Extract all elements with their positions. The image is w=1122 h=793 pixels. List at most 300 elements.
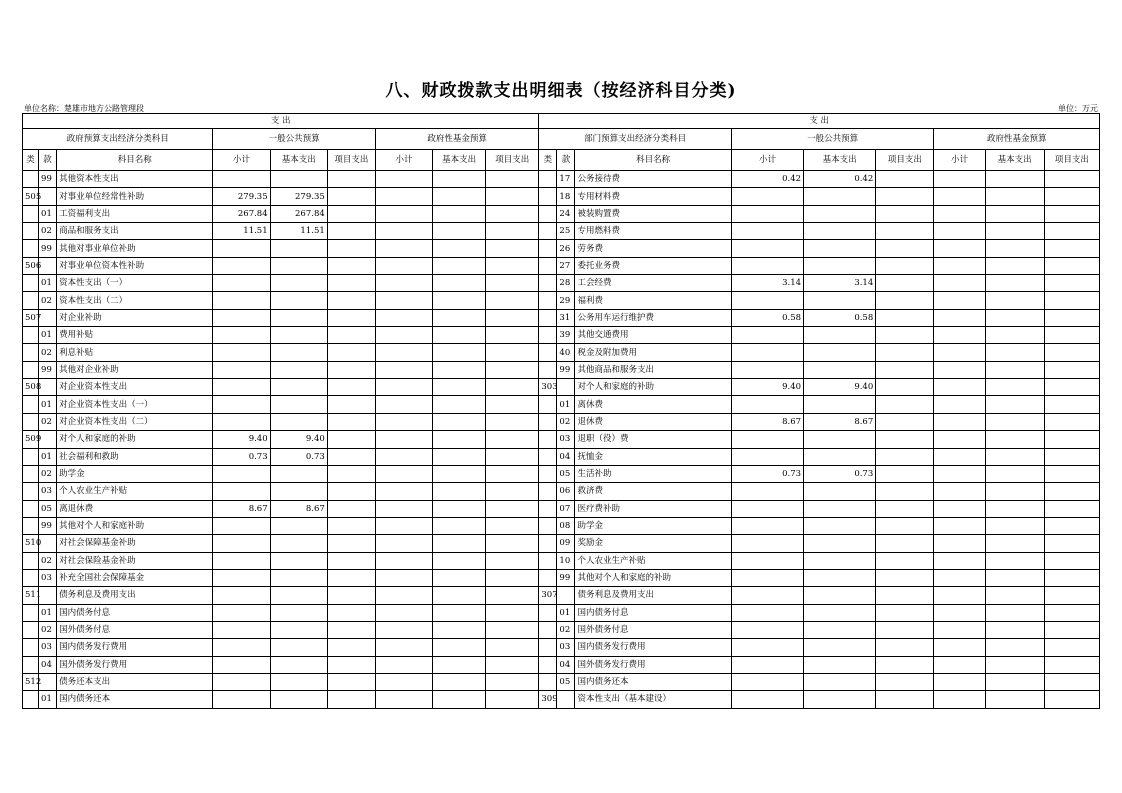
right-general-subtotal-cell [731, 292, 803, 309]
left-fund-subtotal-cell [375, 448, 432, 465]
left-fund-basic-cell [433, 205, 486, 222]
left-kuan-cell: 02 [39, 552, 57, 569]
left-subject-name-cell: 工资福利支出 [57, 205, 213, 222]
left-general-subtotal-cell [213, 569, 270, 586]
left-general-project-cell [327, 517, 375, 534]
right-general-basic-cell [804, 569, 876, 586]
right-fund-subtotal-cell [934, 396, 985, 413]
left-fund-project-cell [486, 517, 539, 534]
right-general-subtotal-cell [731, 604, 803, 621]
right-subject-name-cell: 抚恤金 [575, 448, 731, 465]
right-kuan-cell: 08 [557, 517, 575, 534]
unit-name: 单位名称：楚雄市地方公路管理段 [24, 104, 144, 113]
left-fund-project-cell [486, 205, 539, 222]
left-general-basic-cell [270, 552, 327, 569]
right-general-subtotal-cell [731, 240, 803, 257]
left-general-basic-cell [270, 639, 327, 656]
left-kuan-cell: 03 [39, 639, 57, 656]
left-subject-name-cell: 国外债务发行费用 [57, 656, 213, 673]
right-kuan-cell: 25 [557, 223, 575, 240]
right-subject-name-cell: 工会经费 [575, 275, 731, 292]
right-fund-basic-cell [985, 465, 1044, 482]
left-lei-cell: 508 [23, 379, 39, 396]
right-kuan-cell: 09 [557, 535, 575, 552]
right-kuan-cell: 01 [557, 604, 575, 621]
left-general-subtotal-cell [213, 465, 270, 482]
left-fund-subtotal-cell [375, 379, 432, 396]
left-kuan-cell: 99 [39, 171, 57, 188]
left-general-project-cell [327, 569, 375, 586]
right-fund-project-cell [1044, 379, 1099, 396]
right-general-basic-cell [804, 621, 876, 638]
left-fund-subtotal-cell [375, 292, 432, 309]
left-fund-basic-cell [433, 327, 486, 344]
right-fund-basic-cell [985, 257, 1044, 274]
table-row [23, 240, 1100, 257]
left-general-project-cell [327, 257, 375, 274]
left-general-project-cell [327, 691, 375, 708]
right-general-project-cell [876, 257, 934, 274]
right-fund-subtotal-cell [934, 673, 985, 690]
left-fund-subtotal-cell [375, 500, 432, 517]
right-fund-project-cell [1044, 344, 1099, 361]
left-fund-project-cell [486, 292, 539, 309]
right-subject-name-cell: 国外债务发行费用 [575, 656, 731, 673]
left-lei-cell [23, 604, 39, 621]
right-fund-subtotal-cell [934, 500, 985, 517]
unit-label: 单位：万元 [1058, 104, 1098, 113]
right-fund-basic-cell [985, 483, 1044, 500]
right-lei-cell [539, 500, 557, 517]
left-fund-subtotal-cell [375, 223, 432, 240]
left-fund-basic-cell [433, 535, 486, 552]
left-fund-basic-cell [433, 188, 486, 205]
left-fund-basic-cell [433, 223, 486, 240]
right-lei-cell [539, 569, 557, 586]
left-lei-cell [23, 483, 39, 500]
left-lei-cell: 511 [23, 587, 39, 604]
left-subject-name-cell: 其他资本性支出 [57, 171, 213, 188]
table-row [23, 309, 1100, 326]
left-lei-cell [23, 396, 39, 413]
right-fund-project-cell [1044, 309, 1099, 326]
table-row [23, 535, 1100, 552]
table-row [23, 431, 1100, 448]
right-lei-cell [539, 309, 557, 326]
left-general-project-cell [327, 396, 375, 413]
right-general-basic-cell: 0.42 [804, 171, 876, 188]
right-general-project-cell [876, 465, 934, 482]
right-general-basic-cell: 3.14 [804, 275, 876, 292]
right-fund-basic-cell [985, 552, 1044, 569]
table-row [23, 413, 1100, 430]
left-general-project-cell [327, 344, 375, 361]
left-fund-project-cell [486, 188, 539, 205]
col-kuan: 款 [39, 150, 57, 171]
left-general-basic-cell [270, 517, 327, 534]
table-row [23, 639, 1100, 656]
left-subject-name-cell: 离退休费 [57, 500, 213, 517]
right-subject-name-cell: 专用燃料费 [575, 223, 731, 240]
right-kuan-cell: 02 [557, 413, 575, 430]
left-fund-subtotal-cell [375, 257, 432, 274]
right-fund-subtotal-cell [934, 171, 985, 188]
right-kuan-cell: 99 [557, 569, 575, 586]
left-fund-basic-cell [433, 673, 486, 690]
left-general-subtotal-cell [213, 517, 270, 534]
left-fund-project-cell [486, 327, 539, 344]
right-fund-subtotal-cell [934, 188, 985, 205]
table-row [23, 257, 1100, 274]
left-kuan-cell [39, 379, 57, 396]
col-subject-name: 科目名称 [57, 150, 213, 171]
right-general-project-cell [876, 379, 934, 396]
left-general-project-cell [327, 361, 375, 378]
left-general-project-cell [327, 483, 375, 500]
left-lei-cell: 506 [23, 257, 39, 274]
right-general-subtotal-cell [731, 396, 803, 413]
left-fund-project-cell [486, 673, 539, 690]
right-general-basic-cell [804, 448, 876, 465]
right-fund-project-cell [1044, 500, 1099, 517]
right-general-subtotal-cell [731, 621, 803, 638]
left-kuan-cell [39, 673, 57, 690]
right-general-project-cell [876, 569, 934, 586]
left-lei-cell [23, 327, 39, 344]
right-lei-cell [539, 344, 557, 361]
col-subtotal: 小计 [213, 150, 270, 171]
table-row [23, 587, 1100, 604]
left-fund-project-cell [486, 483, 539, 500]
right-fund-subtotal-cell [934, 483, 985, 500]
col-project: 项目支出 [486, 150, 539, 171]
left-fund-basic-cell [433, 379, 486, 396]
right-kuan-cell: 99 [557, 361, 575, 378]
right-general-project-cell [876, 639, 934, 656]
right-fund-project-cell [1044, 431, 1099, 448]
left-lei-cell [23, 621, 39, 638]
right-kuan-cell: 10 [557, 552, 575, 569]
left-lei-cell [23, 465, 39, 482]
right-general-basic-cell [804, 396, 876, 413]
left-lei-cell [23, 517, 39, 534]
right-fund-project-cell [1044, 535, 1099, 552]
left-general-project-cell [327, 500, 375, 517]
left-fund-basic-cell [433, 569, 486, 586]
right-fund-project-cell [1044, 448, 1099, 465]
table-row [23, 448, 1100, 465]
right-general-basic-cell: 9.40 [804, 379, 876, 396]
right-kuan-cell: 07 [557, 500, 575, 517]
left-fund-subtotal-cell [375, 344, 432, 361]
left-kuan-cell [39, 257, 57, 274]
left-fund-subtotal-cell [375, 569, 432, 586]
left-subject-name-cell: 补充全国社会保障基金 [57, 569, 213, 586]
left-general-subtotal-cell: 11.51 [213, 223, 270, 240]
right-fund-project-cell [1044, 673, 1099, 690]
right-fund-basic-cell [985, 431, 1044, 448]
left-lei-cell [23, 413, 39, 430]
right-general-subtotal-cell [731, 552, 803, 569]
right-general-project-cell [876, 275, 934, 292]
left-general-basic-cell [270, 292, 327, 309]
right-subject-name-cell: 国内债务还本 [575, 673, 731, 690]
right-general-basic-cell: 0.58 [804, 309, 876, 326]
right-kuan-cell: 05 [557, 465, 575, 482]
left-fund-subtotal-cell [375, 535, 432, 552]
left-fund-basic-cell [433, 500, 486, 517]
right-general-project-cell [876, 448, 934, 465]
right-fund-basic-cell [985, 205, 1044, 222]
right-fund-project-cell [1044, 205, 1099, 222]
left-general-subtotal-cell [213, 483, 270, 500]
right-fund-project-cell [1044, 275, 1099, 292]
right-fund-basic-cell [985, 379, 1044, 396]
right-fund-basic-cell [985, 673, 1044, 690]
right-fund-subtotal-cell [934, 361, 985, 378]
left-general-basic-cell [270, 344, 327, 361]
left-fund-project-cell [486, 396, 539, 413]
right-general-basic-cell [804, 517, 876, 534]
left-fund-subtotal-cell [375, 171, 432, 188]
left-fund-project-cell [486, 621, 539, 638]
left-general-basic-cell [270, 656, 327, 673]
left-general-project-cell [327, 639, 375, 656]
right-fund-basic-cell [985, 621, 1044, 638]
left-lei-cell [23, 292, 39, 309]
left-general-basic-cell [270, 587, 327, 604]
expenditure-table [22, 113, 1100, 709]
right-subject-name-cell: 其他交通费用 [575, 327, 731, 344]
left-general-subtotal-cell [213, 292, 270, 309]
left-fund-project-cell [486, 431, 539, 448]
col-basic: 基本支出 [804, 150, 876, 171]
col-kuan: 款 [557, 150, 575, 171]
left-lei-cell [23, 569, 39, 586]
left-fund-project-cell [486, 257, 539, 274]
left-kuan-cell: 01 [39, 691, 57, 708]
left-general-subtotal-cell [213, 171, 270, 188]
right-lei-cell [539, 465, 557, 482]
left-lei-cell [23, 171, 39, 188]
right-general-basic-cell [804, 552, 876, 569]
right-general-basic-cell [804, 604, 876, 621]
left-general-subtotal-cell [213, 673, 270, 690]
left-fund-project-cell [486, 309, 539, 326]
right-fund-subtotal-cell [934, 431, 985, 448]
header-row-columns [23, 150, 1100, 171]
left-fund-project-cell [486, 275, 539, 292]
left-general-basic-cell [270, 275, 327, 292]
right-fund-basic-cell [985, 604, 1044, 621]
right-kuan-cell [557, 691, 575, 708]
left-general-project-cell [327, 465, 375, 482]
left-fund-basic-cell [433, 396, 486, 413]
left-kuan-cell: 01 [39, 604, 57, 621]
left-fund-subtotal-cell [375, 431, 432, 448]
right-general-project-cell [876, 292, 934, 309]
left-general-basic-cell [270, 257, 327, 274]
right-general-subtotal-cell [731, 587, 803, 604]
left-lei-cell: 512 [23, 673, 39, 690]
right-general-project-cell [876, 656, 934, 673]
left-fund-subtotal-cell [375, 656, 432, 673]
right-lei-cell [539, 552, 557, 569]
right-lei-cell [539, 396, 557, 413]
table-row [23, 656, 1100, 673]
left-kuan-cell [39, 431, 57, 448]
left-general-basic-cell [270, 569, 327, 586]
left-subject-name-cell: 其他对事业单位补助 [57, 240, 213, 257]
right-general-project-cell [876, 483, 934, 500]
right-fund-subtotal-cell [934, 223, 985, 240]
left-general-project-cell [327, 587, 375, 604]
left-fund-project-cell [486, 535, 539, 552]
right-general-subtotal-cell [731, 517, 803, 534]
left-subject-name-cell: 商品和服务支出 [57, 223, 213, 240]
table-row [23, 275, 1100, 292]
right-subject-name-cell: 公务用车运行维护费 [575, 309, 731, 326]
right-lei-cell [539, 639, 557, 656]
left-fund-subtotal-cell [375, 309, 432, 326]
right-general-subtotal-cell: 0.73 [731, 465, 803, 482]
left-fund-basic-cell [433, 344, 486, 361]
left-fund-basic-cell [433, 431, 486, 448]
left-general-subtotal-cell [213, 656, 270, 673]
left-fund-project-cell [486, 639, 539, 656]
right-general-project-cell [876, 171, 934, 188]
right-general-basic-cell [804, 483, 876, 500]
left-kuan-cell: 03 [39, 569, 57, 586]
right-fund-subtotal-cell [934, 292, 985, 309]
right-general-project-cell [876, 587, 934, 604]
left-fund-subtotal-cell [375, 552, 432, 569]
right-general-basic-cell [804, 257, 876, 274]
left-general-subtotal-cell [213, 535, 270, 552]
right-subject-name-cell: 被装购置费 [575, 205, 731, 222]
right-general-subtotal-cell: 3.14 [731, 275, 803, 292]
left-lei-cell: 509 [23, 431, 39, 448]
left-lei-cell [23, 361, 39, 378]
col-lei: 类 [23, 150, 39, 171]
right-general-subtotal-cell [731, 569, 803, 586]
right-general-project-cell [876, 621, 934, 638]
right-general-basic-cell: 8.67 [804, 413, 876, 430]
right-kuan-cell [557, 379, 575, 396]
right-kuan-cell: 31 [557, 309, 575, 326]
left-general-basic-cell: 267.84 [270, 205, 327, 222]
right-lei-cell [539, 275, 557, 292]
right-lei-cell [539, 483, 557, 500]
right-fund-project-cell [1044, 517, 1099, 534]
right-general-subtotal-cell [731, 483, 803, 500]
left-fund-basic-cell [433, 413, 486, 430]
left-fund-subtotal-cell [375, 327, 432, 344]
left-lei-cell: 507 [23, 309, 39, 326]
right-subject-name-cell: 国内债务付息 [575, 604, 731, 621]
right-general-basic-cell [804, 188, 876, 205]
right-kuan-cell: 03 [557, 639, 575, 656]
right-fund-project-cell [1044, 639, 1099, 656]
right-fund-basic-cell [985, 171, 1044, 188]
right-subject-name-cell: 退休费 [575, 413, 731, 430]
left-fund-basic-cell [433, 604, 486, 621]
left-general-project-cell [327, 327, 375, 344]
left-subject-name-cell: 债务还本支出 [57, 673, 213, 690]
left-general-subtotal-cell: 267.84 [213, 205, 270, 222]
left-kuan-cell [39, 309, 57, 326]
left-general-project-cell [327, 656, 375, 673]
right-subject-name-cell: 助学金 [575, 517, 731, 534]
right-general-subtotal-cell [731, 691, 803, 708]
right-fund-subtotal-cell [934, 379, 985, 396]
right-subject-name-cell: 其他商品和服务支出 [575, 361, 731, 378]
left-general-project-cell [327, 621, 375, 638]
left-fund-subtotal-cell [375, 639, 432, 656]
right-fund-project-cell [1044, 465, 1099, 482]
left-kuan-cell: 01 [39, 396, 57, 413]
left-kuan-cell: 02 [39, 292, 57, 309]
right-fund-subtotal-cell [934, 535, 985, 552]
left-lei-cell [23, 448, 39, 465]
right-lei-cell [539, 517, 557, 534]
left-subject-name-cell: 资本性支出（二） [57, 292, 213, 309]
left-subject-name-cell: 对社会保险基金补助 [57, 552, 213, 569]
right-lei-cell [539, 223, 557, 240]
right-fund-budget-header: 政府性基金预算 [934, 129, 1100, 150]
right-kuan-cell: 24 [557, 205, 575, 222]
right-subject-name-cell: 福利费 [575, 292, 731, 309]
left-lei-cell: 510 [23, 535, 39, 552]
right-general-subtotal-cell: 8.67 [731, 413, 803, 430]
right-fund-subtotal-cell [934, 344, 985, 361]
left-fund-subtotal-cell [375, 673, 432, 690]
right-fund-subtotal-cell [934, 257, 985, 274]
left-general-subtotal-cell [213, 396, 270, 413]
left-fund-subtotal-cell [375, 587, 432, 604]
right-general-subtotal-cell [731, 673, 803, 690]
right-lei-cell [539, 171, 557, 188]
right-lei-cell [539, 431, 557, 448]
table-row [23, 673, 1100, 690]
left-general-basic-cell [270, 621, 327, 638]
right-kuan-cell: 29 [557, 292, 575, 309]
left-kuan-cell [39, 535, 57, 552]
right-kuan-cell: 27 [557, 257, 575, 274]
col-subtotal: 小计 [731, 150, 803, 171]
right-lei-cell [539, 535, 557, 552]
right-fund-subtotal-cell [934, 465, 985, 482]
right-subject-name-cell: 国内债务发行费用 [575, 639, 731, 656]
right-general-subtotal-cell [731, 257, 803, 274]
left-general-basic-cell [270, 465, 327, 482]
right-subject-name-cell: 其他对个人和家庭的补助 [575, 569, 731, 586]
left-fund-basic-cell [433, 552, 486, 569]
right-general-subtotal-cell [731, 448, 803, 465]
right-fund-subtotal-cell [934, 327, 985, 344]
left-general-basic-cell: 0.73 [270, 448, 327, 465]
left-subject-name-cell: 利息补贴 [57, 344, 213, 361]
left-lei-cell [23, 223, 39, 240]
right-lei-cell [539, 604, 557, 621]
right-general-budget-header: 一般公共预算 [731, 129, 934, 150]
left-fund-basic-cell [433, 483, 486, 500]
left-fund-project-cell [486, 379, 539, 396]
right-subject-name-cell: 税金及附加费用 [575, 344, 731, 361]
right-general-basic-cell [804, 673, 876, 690]
left-general-project-cell [327, 275, 375, 292]
left-fund-basic-cell [433, 448, 486, 465]
